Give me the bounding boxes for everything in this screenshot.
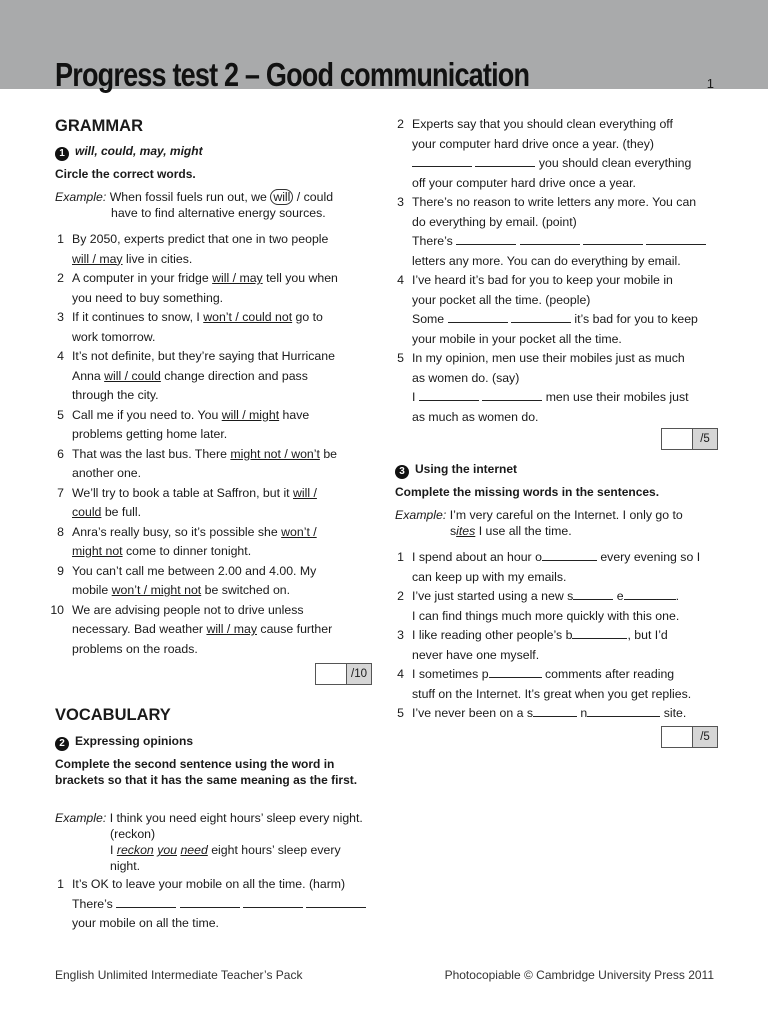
- item-text: Some: [412, 312, 445, 326]
- list-item: [50, 308, 360, 328]
- list-item: [50, 347, 360, 367]
- item-text: never have one myself.: [412, 647, 540, 662]
- score-blank[interactable]: [662, 727, 693, 747]
- item-text: can keep up with my emails.: [412, 569, 567, 584]
- page-title: Progress test 2 – Good communication: [55, 56, 530, 93]
- item-text: it’s bad for you to keep: [574, 312, 698, 326]
- answer-blank[interactable]: [489, 665, 542, 678]
- exercise-number-badge: 2: [55, 737, 69, 751]
- list-item: [50, 523, 360, 543]
- item-number: 9: [57, 563, 64, 578]
- page-number: 1: [706, 76, 714, 91]
- example-label: Example:: [395, 508, 447, 522]
- item-text: Call me if you need to. You: [72, 407, 222, 422]
- vocab-items-right: [390, 115, 720, 427]
- item-text: be full.: [101, 505, 142, 519]
- answer-blank[interactable]: [583, 232, 643, 245]
- exercise-title-text: Expressing opinions: [75, 734, 194, 748]
- grammar-instruction: Circle the correct words.: [55, 167, 196, 181]
- item-text: mobile: [72, 583, 112, 597]
- grammar-exercise-title: [55, 144, 203, 161]
- item-text: your pocket all the time. (people): [412, 292, 591, 307]
- list-item-line: [50, 581, 360, 601]
- answer-blank[interactable]: [624, 587, 676, 600]
- item-text: change direction and pass: [160, 368, 308, 383]
- item-text: .: [675, 589, 679, 603]
- answer-option[interactable]: will /: [293, 485, 317, 500]
- answer-option[interactable]: will / may: [72, 251, 123, 266]
- item-text: letters any more. You can do everything by email.: [412, 253, 681, 268]
- internet-score-box: [661, 726, 718, 748]
- item-number: 1: [57, 877, 64, 891]
- item-text: problems getting home later.: [72, 427, 228, 441]
- list-item-line: [50, 289, 360, 309]
- example-label: Example:: [55, 811, 107, 825]
- item-number: 3: [57, 310, 64, 324]
- footer-right: Photocopiable © Cambridge University Press 2011: [444, 968, 714, 982]
- vocabulary-instruction: Complete the second sentence using the word in brackets so that it has the same meaning as the first.: [55, 757, 358, 787]
- example-text: (reckon): [110, 827, 156, 841]
- item-number: 1: [397, 550, 404, 564]
- item-text: stuff on the Internet. It’s great when you get replies.: [412, 686, 692, 701]
- list-item-line: [50, 640, 360, 660]
- example-text: I think you need eight hours’ sleep every night.: [109, 811, 363, 825]
- answer-blank[interactable]: [306, 895, 366, 908]
- item-text: be: [319, 446, 338, 461]
- example-text: s: [450, 524, 457, 538]
- answer-option[interactable]: will / may: [212, 271, 263, 285]
- internet-instruction: Complete the missing words in the sentences.: [395, 485, 660, 499]
- vocabulary-example: [55, 810, 375, 874]
- grammar-heading: GRAMMAR: [55, 117, 143, 135]
- list-item: [50, 562, 360, 582]
- item-text: If it continues to snow, I: [72, 310, 204, 324]
- exercise-title-text: Using the internet: [415, 462, 518, 476]
- example-answer: ites: [456, 524, 476, 538]
- answer-blank[interactable]: [646, 232, 706, 245]
- item-text: live in cities.: [122, 251, 193, 266]
- answer-blank[interactable]: [180, 895, 240, 908]
- list-item-line: [50, 250, 360, 270]
- answer-option[interactable]: could: [72, 505, 102, 519]
- example-answer: reckon: [116, 843, 154, 857]
- item-text: I’ve never been on a s: [412, 706, 533, 720]
- item-text: Experts say that you should clean everything off: [412, 117, 673, 131]
- answer-blank[interactable]: [520, 232, 580, 245]
- item-text: another one.: [72, 466, 142, 480]
- item-number: 3: [397, 195, 404, 209]
- grammar-example: [55, 189, 355, 221]
- item-text: I like reading other people’s b: [412, 628, 573, 642]
- item-text: You can’t call me between 2.00 and 4.00. My: [72, 563, 317, 578]
- example-text: I’m very careful on the Internet. I only go to: [449, 508, 683, 522]
- item-text: We are advising people not to drive unless: [72, 602, 304, 617]
- answer-blank[interactable]: [419, 388, 479, 401]
- answer-blank[interactable]: [587, 704, 660, 717]
- example-text: I: [110, 843, 117, 857]
- item-text: We’ll try to book a table at Saffron, but it: [72, 485, 294, 500]
- answer-blank[interactable]: [511, 310, 571, 323]
- item-text: Anna: [72, 368, 105, 383]
- exercise-number-badge: 3: [395, 465, 409, 479]
- list-item-line: [50, 620, 360, 640]
- score-blank[interactable]: [662, 429, 693, 449]
- internet-items: [390, 548, 720, 724]
- item-text: work tomorrow.: [72, 329, 156, 344]
- internet-example: [395, 507, 715, 539]
- item-text: n: [580, 706, 588, 720]
- answer-blank[interactable]: [533, 704, 577, 717]
- answer-option[interactable]: will / might: [221, 407, 280, 422]
- item-text: off your computer hard drive once a year.: [412, 175, 636, 190]
- list-item: [50, 230, 360, 250]
- item-text: It’s not definite, but they’re saying that Hurricane: [72, 349, 335, 363]
- list-item: [50, 406, 360, 426]
- grammar-items: [50, 230, 360, 659]
- example-label: Example:: [55, 190, 107, 204]
- item-text: comments after reading: [544, 667, 675, 681]
- score-total: /5: [693, 727, 717, 747]
- item-text: e: [616, 589, 624, 603]
- vocabulary-exercise-title: [55, 734, 193, 751]
- answer-option[interactable]: will / may: [206, 622, 257, 636]
- item-number: 5: [397, 706, 404, 720]
- item-text: do everything by email. (point): [412, 214, 577, 229]
- example-text: eight hours’ sleep every: [207, 843, 341, 857]
- exercise-number-badge: 1: [55, 147, 69, 161]
- item-text: , but I’d: [627, 628, 668, 642]
- item-number: 8: [57, 524, 64, 539]
- item-text: be switched on.: [201, 583, 291, 597]
- item-text: I sometimes p: [412, 667, 489, 681]
- example-text: When fossil fuels run out, we: [109, 190, 271, 204]
- answer-blank[interactable]: [542, 548, 597, 561]
- item-text: you should clean everything: [538, 156, 692, 170]
- item-number: 1: [57, 232, 64, 246]
- item-text: necessary. Bad weather: [72, 622, 207, 636]
- item-text: as women do. (say): [412, 370, 520, 385]
- item-text: Anra’s really busy, so it’s possible she: [72, 524, 282, 539]
- vocab-item-1: [50, 875, 380, 934]
- list-item-line: [50, 464, 360, 484]
- item-text: you need to buy something.: [72, 290, 224, 305]
- list-item: [50, 445, 360, 465]
- answer-blank[interactable]: [482, 388, 542, 401]
- answer-blank[interactable]: [456, 232, 516, 245]
- list-item: [50, 269, 360, 289]
- example-answer: need: [180, 843, 208, 857]
- list-item-line: [50, 503, 360, 523]
- item-number: 5: [57, 407, 64, 422]
- item-text: There’s: [72, 896, 113, 911]
- score-total: /10: [347, 664, 371, 684]
- item-text: I spend about an hour o: [412, 550, 542, 564]
- example-answer: you: [157, 843, 178, 857]
- item-text: By 2050, experts predict that one in two people: [72, 232, 329, 246]
- item-text: have: [279, 407, 310, 422]
- item-text: tell you when: [262, 271, 338, 285]
- item-text: It’s OK to leave your mobile on all the time. (harm): [72, 877, 346, 891]
- item-text: come to dinner tonight.: [122, 544, 252, 558]
- item-text: problems on the roads.: [72, 641, 198, 656]
- score-blank[interactable]: [316, 664, 347, 684]
- item-number: 3: [397, 628, 404, 642]
- example-text: night.: [110, 859, 141, 873]
- item-number: 5: [397, 351, 404, 365]
- answer-blank[interactable]: [448, 310, 508, 323]
- item-text: A computer in your fridge: [72, 271, 213, 285]
- item-number: 10: [50, 602, 64, 617]
- item-number: 7: [57, 485, 64, 500]
- item-text: your computer hard drive once a year. (they): [412, 136, 654, 151]
- item-text: I can find things much more quickly with this one.: [412, 608, 680, 623]
- item-text: as much as women do.: [412, 409, 539, 424]
- answer-blank[interactable]: [573, 587, 613, 600]
- item-number: 2: [397, 589, 404, 603]
- list-item-line: [50, 542, 360, 562]
- item-text: through the city.: [72, 388, 159, 402]
- item-text: I: [412, 390, 416, 404]
- item-text: men use their mobiles just: [545, 390, 689, 404]
- answer-blank[interactable]: [116, 895, 176, 908]
- internet-exercise-title: [395, 462, 517, 479]
- list-item-line: [50, 367, 360, 387]
- item-text: That was the last bus. There: [72, 446, 231, 461]
- answer-option[interactable]: won’t / could not: [203, 310, 293, 324]
- list-item-line: [50, 386, 360, 406]
- list-item-line: [50, 328, 360, 348]
- item-text: I’ve just started using a new s: [412, 589, 574, 603]
- item-text: I’ve heard it’s bad for you to keep your mobile in: [412, 273, 673, 287]
- answer-blank[interactable]: [243, 895, 303, 908]
- item-number: 2: [57, 271, 64, 285]
- item-number: 4: [397, 667, 404, 681]
- example-text: have to find alternative energy sources.: [111, 206, 326, 220]
- item-text: In my opinion, men use their mobiles just as much: [412, 351, 685, 365]
- vocabulary-heading: VOCABULARY: [55, 706, 171, 724]
- item-text: There’s no reason to write letters any more. You can: [412, 195, 697, 209]
- answer-option[interactable]: won’t / might not: [111, 583, 202, 597]
- item-number: 4: [57, 349, 64, 363]
- score-total: /5: [693, 429, 717, 449]
- item-text: There’s: [412, 234, 453, 248]
- list-item: [50, 601, 360, 621]
- answer-blank[interactable]: [572, 626, 627, 639]
- item-number: 2: [397, 117, 404, 131]
- answer-option[interactable]: might not: [72, 544, 123, 558]
- list-item: [50, 484, 360, 504]
- footer-left: English Unlimited Intermediate Teacher’s Pack: [55, 968, 303, 982]
- example-text: / could: [293, 190, 334, 204]
- circled-answer: will: [270, 189, 293, 205]
- vocabulary-score-box: [661, 428, 718, 450]
- grammar-score-box: [315, 663, 372, 685]
- answer-blank[interactable]: [412, 154, 472, 167]
- list-item-line: [50, 425, 360, 445]
- item-text: every evening so I: [600, 550, 701, 564]
- item-text: cause further: [257, 622, 333, 636]
- answer-option[interactable]: won’t /: [281, 524, 317, 539]
- item-number: 6: [57, 446, 64, 461]
- item-number: 4: [397, 273, 404, 287]
- answer-blank[interactable]: [475, 154, 535, 167]
- item-text: your mobile in your pocket all the time.: [412, 331, 622, 346]
- exercise-title-text: will, could, may, might: [75, 144, 203, 158]
- answer-option[interactable]: will / could: [104, 368, 161, 383]
- item-text: site.: [663, 706, 687, 720]
- item-text: go to: [292, 310, 323, 324]
- item-text: your mobile on all the time.: [72, 916, 219, 930]
- answer-option[interactable]: might not / won’t: [230, 446, 320, 461]
- example-text: I use all the time.: [475, 524, 572, 538]
